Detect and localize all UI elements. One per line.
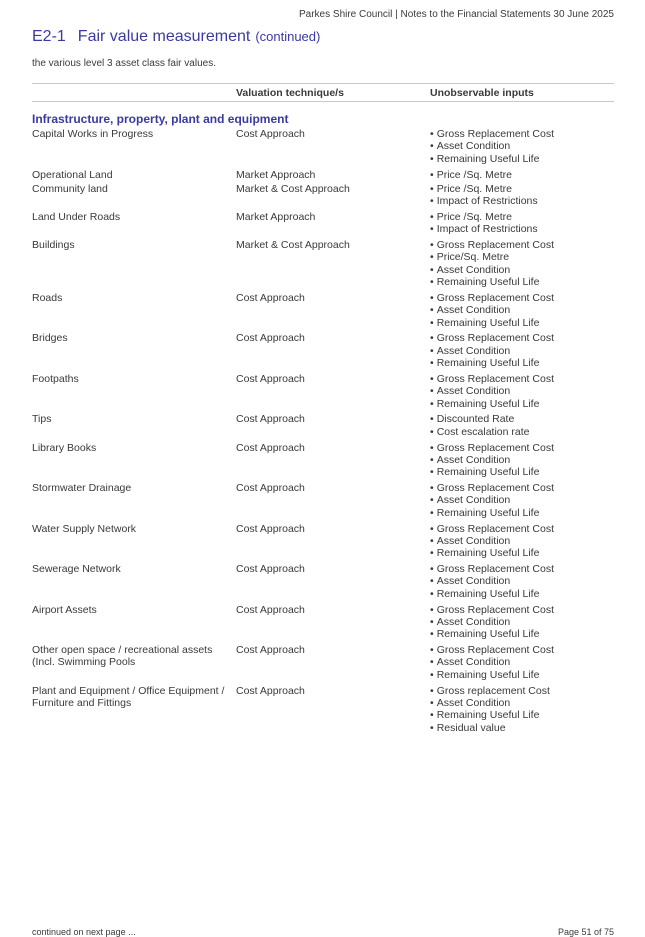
input-item: • Remaining Useful Life xyxy=(430,398,614,410)
input-item: • Asset Condition xyxy=(430,264,614,276)
input-item: • Gross Replacement Cost xyxy=(430,239,614,251)
table-row xyxy=(32,239,614,292)
unobservable-inputs-cell xyxy=(430,442,614,479)
unobservable-inputs-cell xyxy=(430,563,614,600)
input-item: • Gross Replacement Cost xyxy=(430,604,614,616)
column-header-valuation-technique: Valuation technique/s xyxy=(236,87,344,99)
inputs-list xyxy=(430,239,614,289)
asset-class-cell: Footpaths xyxy=(32,372,79,385)
valuation-technique-cell: Cost Approach xyxy=(236,128,305,140)
unobservable-inputs-cell xyxy=(430,604,614,641)
unobservable-inputs-cell xyxy=(430,373,614,410)
running-header: Parkes Shire Council | Notes to the Financial Statements 30 June 2025 xyxy=(299,9,614,20)
asset-class-cell: Other open space / recreational assets (Incl. Swimming Pools xyxy=(32,644,213,669)
input-item: • Remaining Useful Life xyxy=(430,669,614,681)
input-item: • Gross replacement Cost xyxy=(430,685,614,697)
inputs-list xyxy=(430,442,614,479)
valuation-technique-cell: Market & Cost Approach xyxy=(236,182,350,195)
valuation-technique-cell: Cost Approach xyxy=(236,482,305,495)
section-continued-label: (continued) xyxy=(255,29,321,44)
input-item: • Price /Sq. Metre xyxy=(430,211,614,223)
asset-class-cell: Land Under Roads xyxy=(32,210,121,223)
asset-class-cell: Tips xyxy=(32,413,52,426)
unobservable-inputs-cell xyxy=(430,482,614,519)
table-row xyxy=(32,644,614,685)
table-header xyxy=(32,83,614,102)
input-item: • Asset Condition xyxy=(430,385,614,397)
unobservable-inputs-cell xyxy=(430,128,614,165)
table-row xyxy=(32,292,614,333)
input-item: • Remaining Useful Life xyxy=(430,153,614,165)
input-item: • Impact of Restrictions xyxy=(430,223,614,235)
input-item: • Price /Sq. Metre xyxy=(430,169,614,181)
inputs-list xyxy=(430,373,614,410)
table-row xyxy=(32,211,614,239)
input-item: • Asset Condition xyxy=(430,697,614,709)
asset-class-cell: Bridges xyxy=(32,332,68,345)
input-item: • Price/Sq. Metre xyxy=(430,251,614,263)
input-item: • Remaining Useful Life xyxy=(430,588,614,600)
inputs-list xyxy=(430,128,614,165)
input-item: • Remaining Useful Life xyxy=(430,276,614,288)
input-item: • Remaining Useful Life xyxy=(430,628,614,640)
input-item: • Asset Condition xyxy=(430,494,614,506)
unobservable-inputs-cell xyxy=(430,292,614,329)
inputs-list xyxy=(430,292,614,329)
input-item: • Gross Replacement Cost xyxy=(430,563,614,575)
unobservable-inputs-cell xyxy=(430,183,614,208)
table-row xyxy=(32,332,614,373)
inputs-list xyxy=(430,523,614,560)
input-item: • Impact of Restrictions xyxy=(430,195,614,207)
input-item: • Gross Replacement Cost xyxy=(430,523,614,535)
asset-class-cell: Capital Works in Progress xyxy=(32,128,154,140)
valuation-technique-cell: Cost Approach xyxy=(236,644,305,657)
valuation-technique-cell: Cost Approach xyxy=(236,291,305,304)
table-row xyxy=(32,413,614,441)
input-item: • Gross Replacement Cost xyxy=(430,332,614,344)
inputs-list xyxy=(430,604,614,641)
unobservable-inputs-cell xyxy=(430,413,614,438)
input-item: • Asset Condition xyxy=(430,345,614,357)
inputs-list xyxy=(430,563,614,600)
intro-text: the various level 3 asset class fair values. xyxy=(32,58,216,69)
asset-class-cell: Operational Land xyxy=(32,168,113,181)
footer-continued-note: continued on next page ... xyxy=(32,927,136,937)
table-row xyxy=(32,183,614,211)
input-item: • Asset Condition xyxy=(430,140,614,152)
valuation-technique-cell: Market Approach xyxy=(236,210,316,223)
inputs-list xyxy=(430,644,614,681)
input-item: • Price /Sq. Metre xyxy=(430,183,614,195)
unobservable-inputs-cell xyxy=(430,332,614,369)
input-item: • Asset Condition xyxy=(430,656,614,668)
input-item: • Asset Condition xyxy=(430,535,614,547)
footer-page-number: Page 51 of 75 xyxy=(557,927,614,937)
asset-class-cell: Buildings xyxy=(32,239,75,252)
section-heading xyxy=(32,28,320,46)
column-header-unobservable-inputs: Unobservable inputs xyxy=(430,87,534,99)
section-number: E2-1 xyxy=(32,28,66,45)
unobservable-inputs-cell xyxy=(430,685,614,735)
valuation-technique-cell: Market & Cost Approach xyxy=(236,239,350,252)
inputs-list xyxy=(430,169,614,181)
valuation-technique-cell: Cost Approach xyxy=(236,522,305,535)
table-row xyxy=(32,563,614,604)
input-item: • Gross Replacement Cost xyxy=(430,292,614,304)
asset-class-cell: Stormwater Drainage xyxy=(32,482,132,495)
valuation-technique-cell: Market Approach xyxy=(236,168,316,181)
input-item: • Remaining Useful Life xyxy=(430,357,614,369)
table-row xyxy=(32,442,614,483)
asset-class-cell: Library Books xyxy=(32,441,97,454)
inputs-list xyxy=(430,183,614,208)
table-row xyxy=(32,482,614,523)
group-heading: Infrastructure, property, plant and equipment xyxy=(32,112,289,126)
table-row xyxy=(32,685,614,738)
unobservable-inputs-cell xyxy=(430,644,614,681)
table-row xyxy=(32,604,614,645)
unobservable-inputs-cell xyxy=(430,239,614,289)
input-item: • Discounted Rate xyxy=(430,413,614,425)
inputs-list xyxy=(430,685,614,735)
asset-class-cell: Sewerage Network xyxy=(32,563,121,576)
input-item: • Asset Condition xyxy=(430,454,614,466)
table-row xyxy=(32,373,614,414)
valuation-technique-cell: Cost Approach xyxy=(236,372,305,385)
fair-value-table-body xyxy=(32,128,614,737)
input-item: • Asset Condition xyxy=(430,304,614,316)
inputs-list xyxy=(430,211,614,236)
input-item: • Asset Condition xyxy=(430,616,614,628)
asset-class-cell: Community land xyxy=(32,182,108,195)
unobservable-inputs-cell xyxy=(430,523,614,560)
inputs-list xyxy=(430,413,614,438)
input-item: • Gross Replacement Cost xyxy=(430,644,614,656)
table-row xyxy=(32,523,614,564)
asset-class-cell: Roads xyxy=(32,291,63,304)
valuation-technique-cell: Cost Approach xyxy=(236,684,305,697)
asset-class-cell: Airport Assets xyxy=(32,603,97,616)
input-item: • Remaining Useful Life xyxy=(430,709,614,721)
asset-class-cell: Plant and Equipment / Office Equipment / Furniture and Fittings xyxy=(32,684,225,709)
unobservable-inputs-cell xyxy=(430,169,614,181)
table-row xyxy=(32,128,614,169)
inputs-list xyxy=(430,332,614,369)
section-title: Fair value measurement xyxy=(77,28,251,45)
table-row xyxy=(32,169,614,183)
input-item: • Remaining Useful Life xyxy=(430,466,614,478)
asset-class-cell: Water Supply Network xyxy=(32,522,137,535)
input-item: • Asset Condition xyxy=(430,575,614,587)
input-item: • Gross Replacement Cost xyxy=(430,373,614,385)
input-item: • Remaining Useful Life xyxy=(430,507,614,519)
valuation-technique-cell: Cost Approach xyxy=(236,332,305,345)
inputs-list xyxy=(430,482,614,519)
input-item: • Gross Replacement Cost xyxy=(430,128,614,140)
input-item: • Remaining Useful Life xyxy=(430,317,614,329)
valuation-technique-cell: Cost Approach xyxy=(236,563,305,576)
valuation-technique-cell: Cost Approach xyxy=(236,413,305,426)
input-item: • Cost escalation rate xyxy=(430,426,614,438)
valuation-technique-cell: Cost Approach xyxy=(236,441,305,454)
unobservable-inputs-cell xyxy=(430,211,614,236)
input-item: • Residual value xyxy=(430,722,614,734)
input-item: • Remaining Useful Life xyxy=(430,547,614,559)
input-item: • Gross Replacement Cost xyxy=(430,482,614,494)
valuation-technique-cell: Cost Approach xyxy=(236,603,305,616)
input-item: • Gross Replacement Cost xyxy=(430,442,614,454)
